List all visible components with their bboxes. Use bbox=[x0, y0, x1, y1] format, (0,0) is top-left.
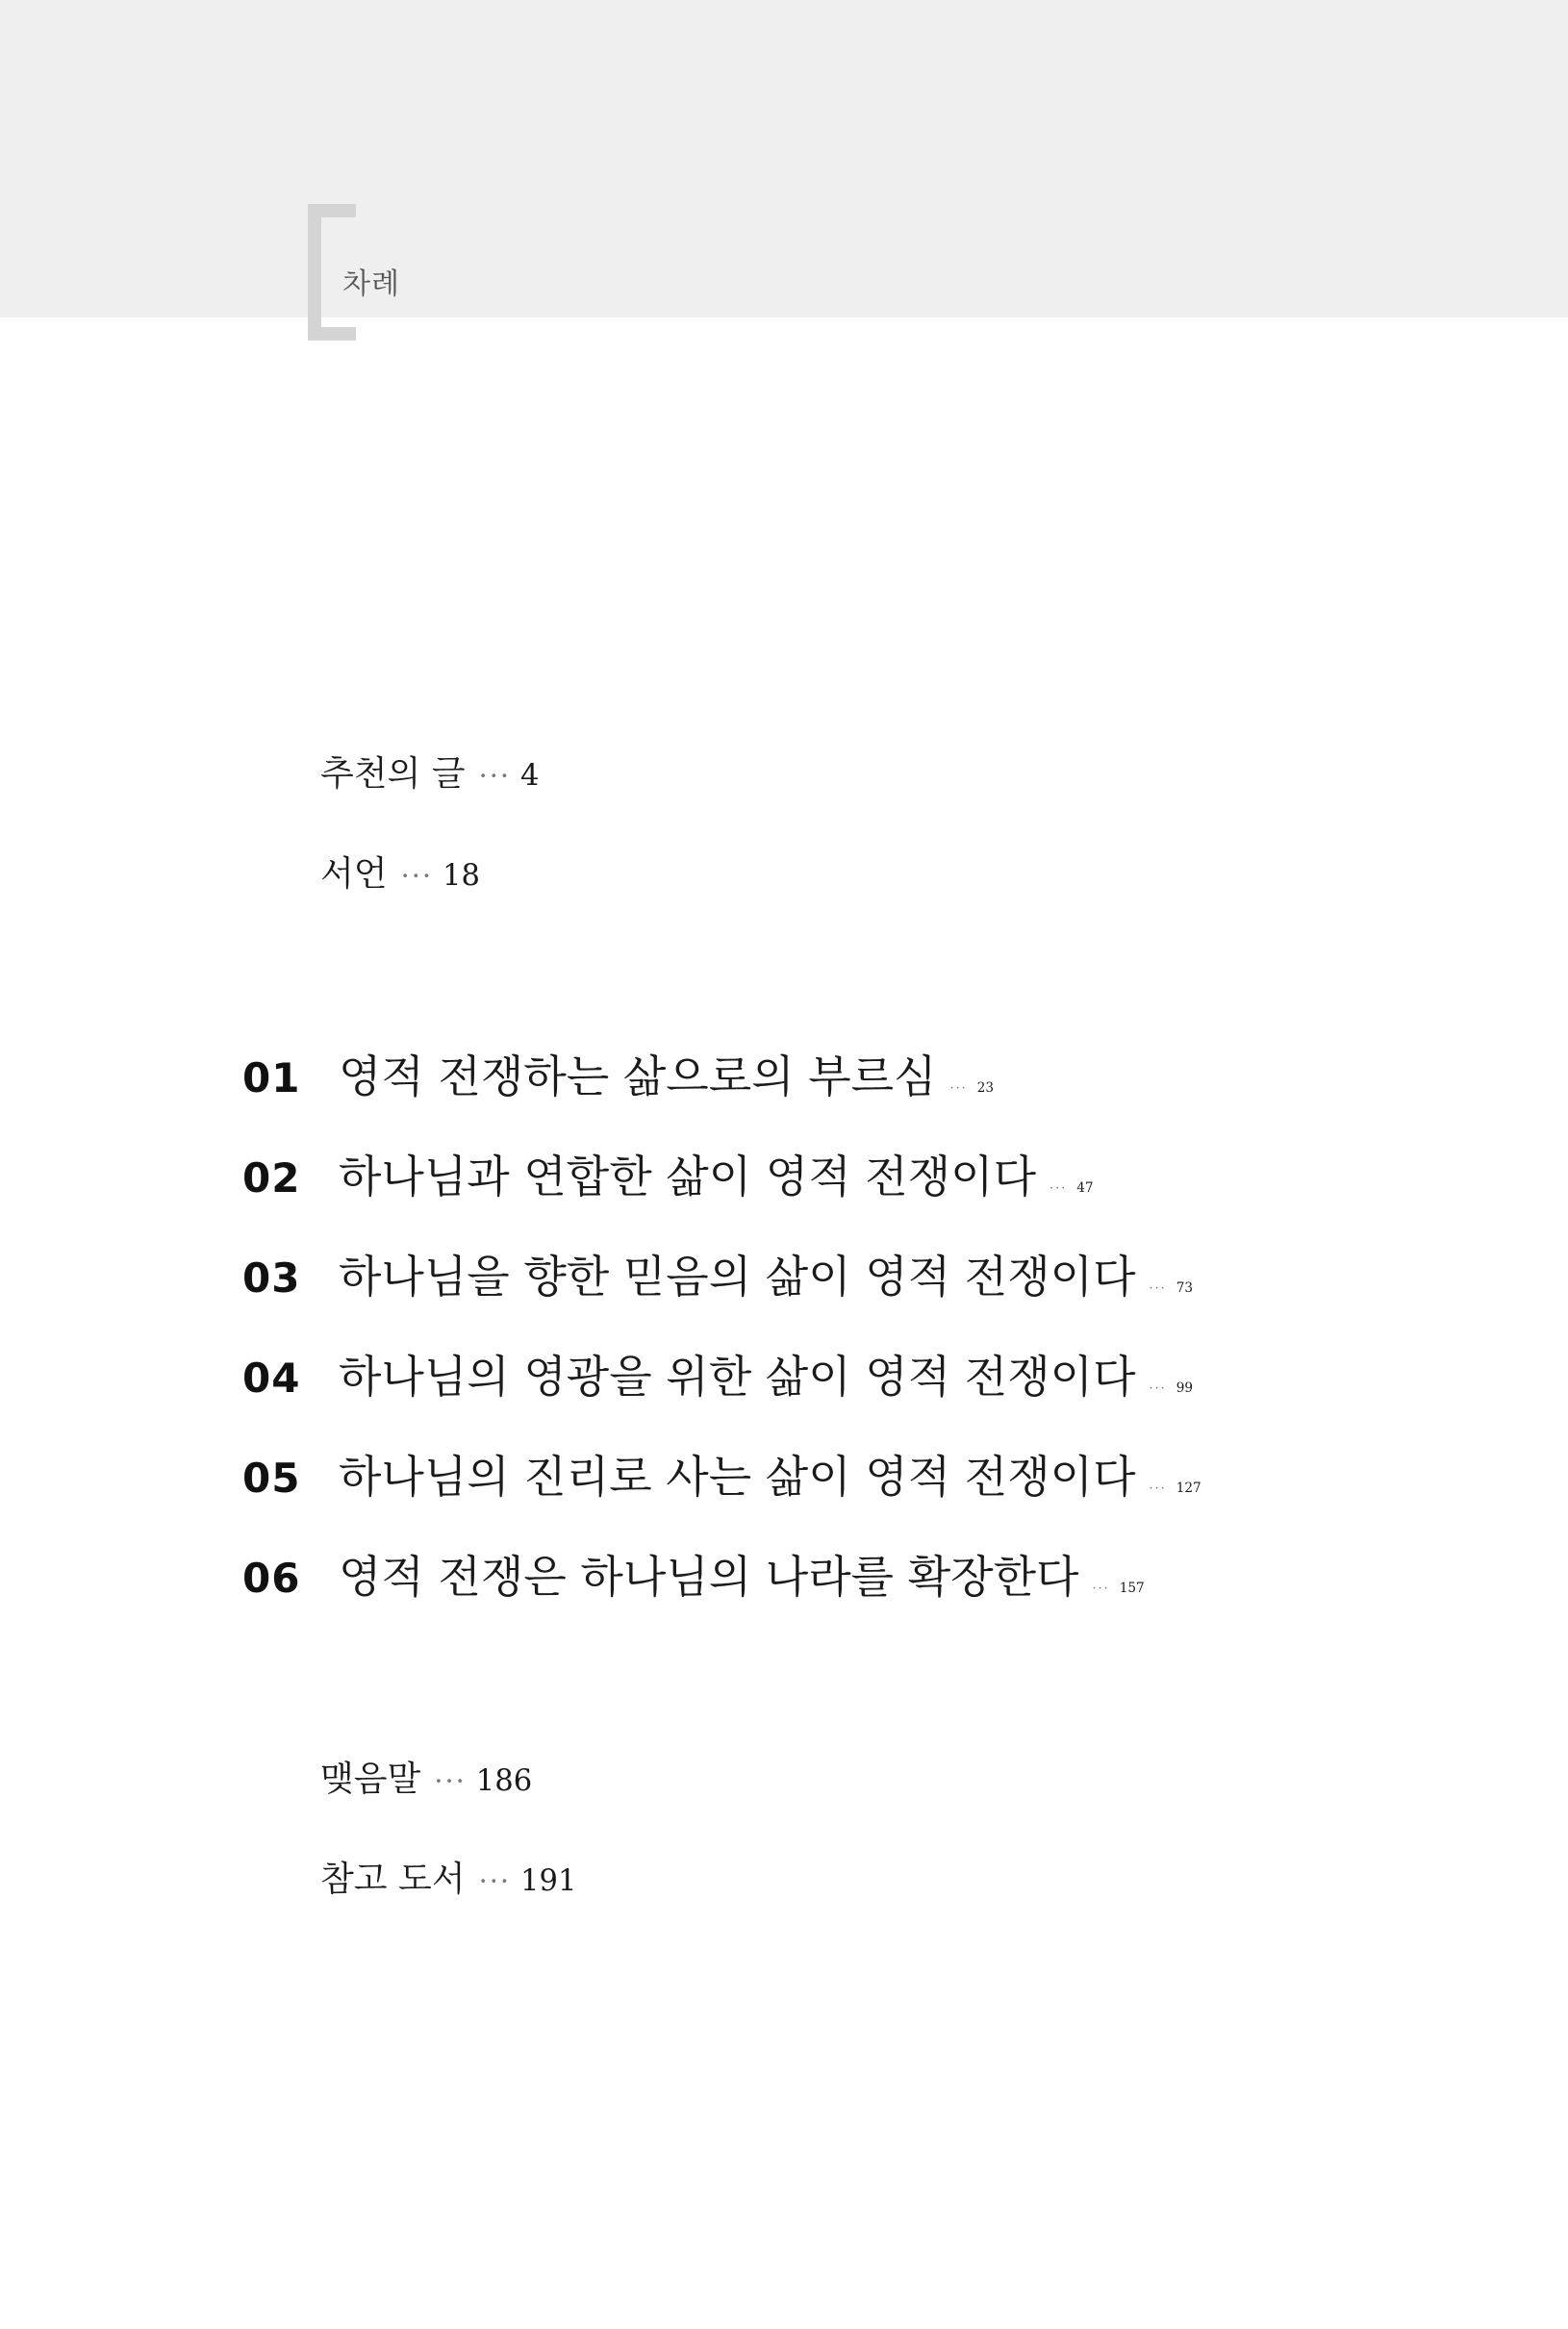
chapter-title: 영적 전쟁은 하나님의 나라를 확장한다 bbox=[339, 1551, 1079, 1603]
toc-leader-dots: ··· bbox=[478, 1864, 512, 1897]
toc-page-number: 73 bbox=[1176, 1280, 1194, 1296]
toc-page-number: 23 bbox=[976, 1080, 995, 1096]
toc-leader-dots: ··· bbox=[1149, 1481, 1167, 1496]
toc-page-number: 99 bbox=[1176, 1380, 1194, 1396]
toc-chapter-01[interactable] bbox=[242, 1042, 994, 1100]
toc-chapter-05[interactable] bbox=[242, 1442, 1201, 1503]
header-band bbox=[0, 0, 1568, 317]
toc-entry-label: 맺음말 bbox=[320, 1759, 421, 1799]
chapter-title: 영적 전쟁하는 삶으로의 부르심 bbox=[339, 1051, 937, 1102]
toc-leader-dots: ··· bbox=[1149, 1381, 1167, 1396]
toc-entry-preface[interactable] bbox=[320, 847, 480, 896]
toc-chapter-03[interactable] bbox=[242, 1242, 1194, 1303]
toc-leader-dots: ··· bbox=[1092, 1582, 1110, 1596]
chapter-number: 06 bbox=[242, 1555, 301, 1602]
toc-entry-references[interactable] bbox=[320, 1852, 576, 1901]
toc-leader-dots: ··· bbox=[1149, 1281, 1167, 1296]
toc-entry-label: 추천의 글 bbox=[320, 754, 466, 794]
chapter-title: 하나님의 진리로 사는 삶이 영적 전쟁이다 bbox=[339, 1451, 1136, 1503]
page-title: 차례 bbox=[342, 267, 400, 301]
chapter-title: 하나님을 향한 믿음의 삶이 영적 전쟁이다 bbox=[339, 1251, 1136, 1303]
toc-page-number: 4 bbox=[520, 759, 540, 793]
chapter-number: 04 bbox=[242, 1354, 301, 1402]
toc-entry-epilogue[interactable] bbox=[320, 1752, 532, 1801]
toc-page-number: 157 bbox=[1119, 1581, 1145, 1596]
toc-entry-label: 서언 bbox=[320, 854, 388, 894]
chapter-number: 01 bbox=[242, 1054, 301, 1101]
chapter-title: 하나님의 영광을 위한 삶이 영적 전쟁이다 bbox=[339, 1351, 1136, 1403]
toc-leader-dots: ··· bbox=[434, 1764, 467, 1797]
toc-page-number: 47 bbox=[1076, 1180, 1094, 1196]
toc-page-number: 191 bbox=[520, 1864, 577, 1898]
toc-page-number: 18 bbox=[443, 859, 480, 893]
chapter-number: 03 bbox=[242, 1254, 301, 1302]
toc-chapter-06[interactable] bbox=[242, 1542, 1145, 1603]
toc-chapter-02[interactable] bbox=[242, 1142, 1094, 1200]
chapter-title: 하나님과 연합한 삶이 영적 전쟁이다 bbox=[339, 1151, 1037, 1202]
toc-entry-label: 참고 도서 bbox=[320, 1860, 466, 1899]
chapter-number: 02 bbox=[242, 1154, 301, 1202]
toc-leader-dots: ··· bbox=[949, 1081, 968, 1096]
toc-leader-dots: ··· bbox=[1050, 1181, 1068, 1196]
toc-leader-dots: ··· bbox=[478, 759, 512, 792]
toc-chapter-04[interactable] bbox=[242, 1342, 1194, 1403]
chapter-number: 05 bbox=[242, 1455, 301, 1502]
toc-page-number: 186 bbox=[475, 1764, 533, 1798]
toc-leader-dots: ··· bbox=[400, 859, 434, 892]
toc-entry-foreword[interactable] bbox=[320, 747, 540, 796]
toc-page-number: 127 bbox=[1176, 1481, 1201, 1496]
